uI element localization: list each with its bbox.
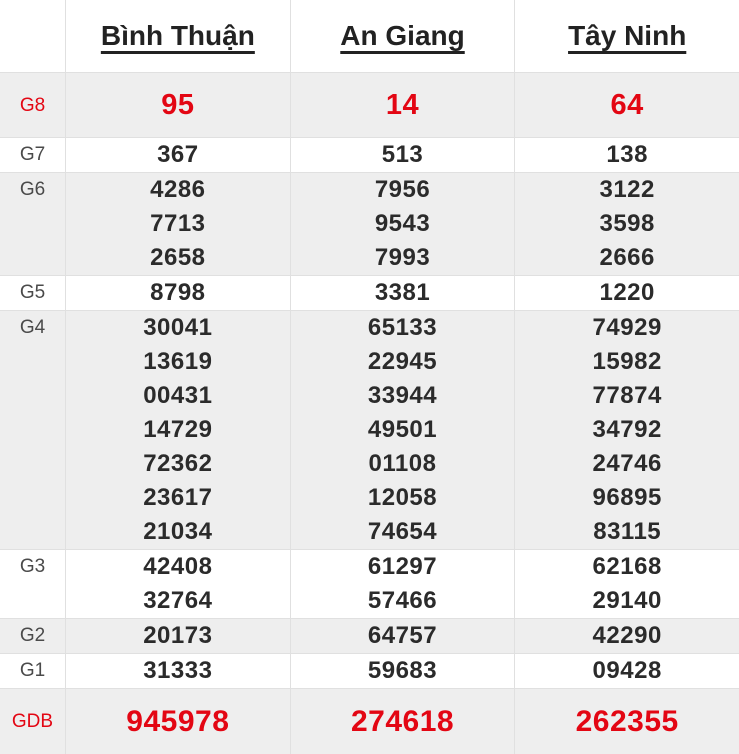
prize-label-text: GDB: [11, 711, 54, 732]
table-header: [0, 0, 739, 72]
prize-value: 7713: [150, 210, 206, 237]
prize-column: [291, 689, 516, 754]
prize-label-text: G4: [19, 317, 46, 338]
prize-label-text: G3: [19, 556, 46, 577]
column-an-giang: [291, 0, 516, 72]
prize-value: 3122: [599, 176, 655, 203]
prize-value: 7993: [374, 244, 431, 271]
prize-column: [291, 654, 516, 688]
prize-label-text: G7: [19, 144, 46, 165]
prize-group-g2: [0, 618, 739, 653]
prize-label-g3: [0, 550, 66, 618]
prize-column: [515, 550, 739, 618]
prize-value: 96895: [592, 484, 662, 511]
prize-value: 9543: [374, 210, 431, 237]
prize-label-text: G1: [19, 660, 46, 681]
prize-label-g1: [0, 654, 66, 688]
prize-column: [66, 138, 291, 172]
prize-group-g8: [0, 72, 739, 137]
prize-value: 1220: [599, 279, 655, 306]
prize-value: 2666: [599, 244, 655, 271]
prize-column: [291, 138, 516, 172]
prize-value: 01108: [368, 450, 437, 477]
prize-column: [515, 654, 739, 688]
prize-value: 274618: [350, 705, 455, 738]
prize-value: 367: [157, 141, 199, 168]
prize-column: [66, 550, 291, 618]
prize-column: [515, 619, 739, 653]
column-binh-thuan: [66, 0, 291, 72]
prize-column: [291, 311, 516, 549]
prize-value: 30041: [143, 314, 213, 341]
prize-value: 20173: [143, 622, 213, 649]
prize-value: 74654: [367, 518, 438, 545]
prize-column: [515, 311, 739, 549]
column-header-binh-thuan[interactable]: Bình Thuận: [100, 20, 255, 51]
prize-column: [515, 173, 739, 275]
prize-label-text: G2: [19, 625, 46, 646]
prize-column: [66, 654, 291, 688]
prize-value: 3598: [599, 210, 655, 237]
prize-value: 23617: [143, 484, 213, 511]
prize-value: 64: [610, 89, 644, 121]
prize-group-g4: [0, 310, 739, 549]
prize-value: 262355: [575, 705, 679, 738]
prize-label-g7: [0, 138, 66, 172]
prize-value: 65133: [367, 314, 438, 341]
prize-value: 09428: [592, 657, 662, 684]
prize-label-g6: [0, 173, 66, 275]
prize-value: 2658: [150, 244, 206, 271]
prize-value: 32764: [143, 587, 213, 614]
prize-column: [66, 311, 291, 549]
prize-value: 8798: [150, 279, 206, 306]
prize-column: [66, 173, 291, 275]
prize-value: 14729: [143, 416, 213, 443]
column-header-an-giang[interactable]: An Giang: [340, 20, 465, 51]
prize-column: [66, 73, 291, 137]
prize-column: [66, 619, 291, 653]
prize-column: [291, 619, 516, 653]
prize-label-g2: [0, 619, 66, 653]
prize-value: 15982: [592, 348, 662, 375]
prize-column: [66, 276, 291, 310]
prize-column: [515, 689, 739, 754]
prize-value: 21034: [143, 518, 213, 545]
prize-value: 14: [385, 89, 420, 121]
prize-value: 00431: [143, 382, 213, 409]
prize-group-gdb: [0, 688, 739, 754]
prize-value: 59683: [367, 657, 438, 684]
prize-value: 42408: [143, 553, 213, 580]
prize-group-g3: [0, 549, 739, 618]
prize-label-text: G6: [19, 179, 46, 200]
prize-column: [515, 276, 739, 310]
prize-value: 74929: [592, 314, 662, 341]
prize-column: [515, 73, 739, 137]
prize-value: 24746: [592, 450, 662, 477]
prize-column: [291, 550, 516, 618]
header-label-spacer: [0, 0, 66, 72]
prize-value: 64757: [367, 622, 438, 649]
prize-column: [515, 138, 739, 172]
prize-value: 22945: [367, 348, 438, 375]
prize-value: 945978: [126, 705, 230, 738]
prize-value: 138: [606, 141, 648, 168]
column-header-tay-ninh[interactable]: Tây Ninh: [568, 20, 687, 51]
prize-value: 57466: [367, 587, 438, 614]
prize-value: 7956: [374, 176, 431, 203]
prize-value: 49501: [367, 416, 438, 443]
prize-value: 3381: [374, 279, 431, 306]
prize-group-g1: [0, 653, 739, 688]
prize-value: 13619: [143, 348, 213, 375]
prize-column: [66, 689, 291, 754]
prize-label-text: G5: [19, 282, 46, 303]
prize-column: [291, 276, 516, 310]
prize-value: 4286: [150, 176, 206, 203]
prize-value: 12058: [367, 484, 438, 511]
prize-label-g8: [0, 73, 66, 137]
prize-label-g5: [0, 276, 66, 310]
prize-value: 29140: [592, 587, 662, 614]
prize-label-text: G8: [19, 95, 46, 116]
prize-value: 61297: [367, 553, 438, 580]
prize-column: [291, 73, 516, 137]
prize-value: 62168: [592, 553, 662, 580]
prize-value: 77874: [592, 382, 662, 409]
column-tay-ninh: [515, 0, 739, 72]
prize-group-g5: [0, 275, 739, 310]
prize-value: 34792: [592, 416, 662, 443]
prize-column: [291, 173, 516, 275]
prize-value: 42290: [592, 622, 662, 649]
prize-value: 83115: [593, 518, 662, 545]
prize-label-g4: [0, 311, 66, 549]
prize-label-gdb: [0, 689, 66, 754]
prize-value: 33944: [367, 382, 438, 409]
prize-value: 95: [161, 89, 195, 121]
prize-value: 72362: [143, 450, 213, 477]
prize-group-g6: [0, 172, 739, 275]
prize-value: 513: [381, 141, 424, 168]
prize-value: 31333: [143, 657, 213, 684]
prize-group-g7: [0, 137, 739, 172]
